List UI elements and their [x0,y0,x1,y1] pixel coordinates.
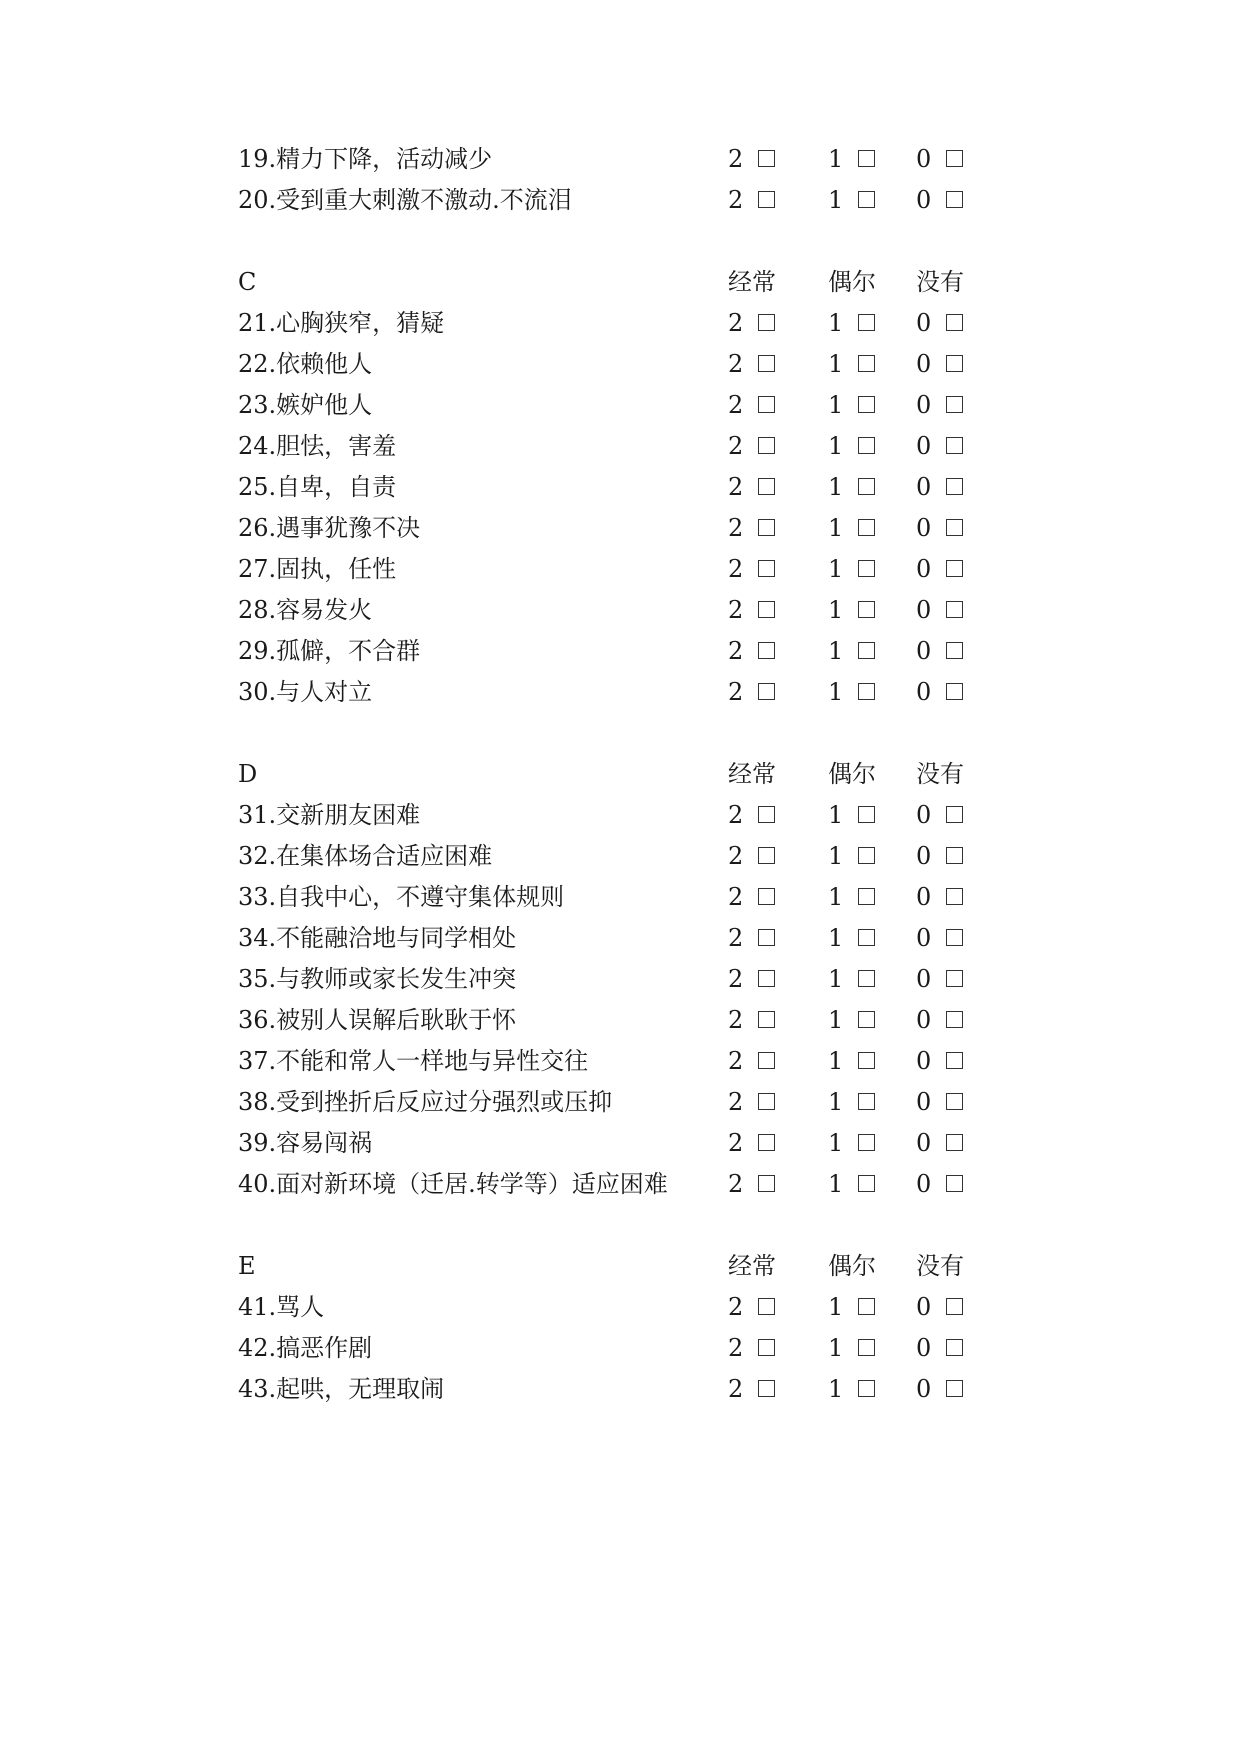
option-score: 2 [728,309,744,337]
question-text: 24.胆怯，害羞 [238,432,397,460]
answer-option[interactable] [828,470,875,504]
answer-option[interactable] [916,1003,963,1037]
option-score: 1 [828,1006,844,1034]
checkbox-icon[interactable] [946,1134,963,1151]
answer-option[interactable] [728,511,775,545]
question-row [0,552,1241,586]
checkbox-icon[interactable] [858,1093,875,1110]
question-row [0,388,1241,422]
option-score: 0 [916,186,932,214]
option-score: 2 [728,1334,744,1362]
option-score: 1 [828,637,844,665]
checkbox-icon[interactable] [946,683,963,700]
question-row [0,880,1241,914]
column-header: 经常 [728,760,776,788]
question-text: 31.交新朋友困难 [238,801,421,829]
answer-option[interactable] [916,552,963,586]
question-row [0,470,1241,504]
answer-option[interactable] [916,1167,963,1201]
option-score: 2 [728,514,744,542]
option-score: 0 [916,391,932,419]
answer-option[interactable] [728,183,775,217]
answer-option[interactable] [916,347,963,381]
checkbox-icon[interactable] [858,1175,875,1192]
answer-option[interactable] [916,1331,963,1365]
answer-option[interactable] [728,798,775,832]
option-score: 1 [828,883,844,911]
answer-option[interactable] [828,388,875,422]
question-row [0,839,1241,873]
answer-option[interactable] [728,593,775,627]
checkbox-icon[interactable] [946,437,963,454]
question-text: 19.精力下降，活动减少 [238,145,493,173]
option-score: 2 [728,965,744,993]
option-score: 1 [828,1375,844,1403]
option-score: 2 [728,186,744,214]
answer-option[interactable] [728,675,775,709]
question-row [0,1085,1241,1119]
question-row [0,962,1241,996]
checkbox-icon[interactable] [946,560,963,577]
answer-option[interactable] [828,839,875,873]
checkbox-icon[interactable] [758,642,775,659]
option-score: 0 [916,965,932,993]
option-score: 0 [916,1047,932,1075]
answer-option[interactable] [828,798,875,832]
checkbox-icon[interactable] [858,847,875,864]
checkbox-icon[interactable] [758,847,775,864]
checkbox-icon[interactable] [946,1298,963,1315]
checkbox-icon[interactable] [858,396,875,413]
checkbox-icon[interactable] [758,1380,775,1397]
checkbox-icon[interactable] [858,1052,875,1069]
checkbox-icon[interactable] [946,314,963,331]
question-row [0,1331,1241,1365]
question-text: 39.容易闯祸 [238,1129,373,1157]
answer-option[interactable] [828,1126,875,1160]
question-text: 23.嫉妒他人 [238,391,373,419]
option-score: 1 [828,678,844,706]
question-text: 41.骂人 [238,1293,325,1321]
question-text: 38.受到挫折后反应过分强烈或压抑 [238,1088,613,1116]
answer-option[interactable] [828,1372,875,1406]
question-row [0,429,1241,463]
answer-option[interactable] [728,962,775,996]
answer-option[interactable] [728,1003,775,1037]
question-text: 28.容易发火 [238,596,373,624]
option-score: 1 [828,801,844,829]
question-row [0,675,1241,709]
option-score: 1 [828,514,844,542]
option-score: 2 [728,391,744,419]
option-score: 2 [728,555,744,583]
option-score: 2 [728,350,744,378]
option-score: 0 [916,1129,932,1157]
answer-option[interactable] [728,142,775,176]
column-header: 经常 [728,268,776,296]
question-text: 42.搞恶作剧 [238,1334,373,1362]
answer-option[interactable] [728,880,775,914]
option-score: 0 [916,1293,932,1321]
checkbox-icon[interactable] [858,314,875,331]
answer-option[interactable] [916,634,963,668]
checkbox-icon[interactable] [758,355,775,372]
option-score: 2 [728,596,744,624]
checkbox-icon[interactable] [858,642,875,659]
question-row [0,1003,1241,1037]
answer-option[interactable] [828,552,875,586]
option-score: 2 [728,842,744,870]
checkbox-icon[interactable] [758,806,775,823]
question-text: 22.依赖他人 [238,350,373,378]
answer-option[interactable] [828,347,875,381]
answer-option[interactable] [728,1126,775,1160]
checkbox-icon[interactable] [946,396,963,413]
question-row [0,1372,1241,1406]
option-score: 1 [828,555,844,583]
option-score: 2 [728,883,744,911]
answer-option[interactable] [728,921,775,955]
answer-option[interactable] [728,1290,775,1324]
checkbox-icon[interactable] [946,519,963,536]
option-score: 0 [916,678,932,706]
answer-option[interactable] [828,183,875,217]
answer-option[interactable] [828,1167,875,1201]
answer-option[interactable] [916,470,963,504]
option-score: 1 [828,473,844,501]
option-score: 1 [828,309,844,337]
option-score: 2 [728,1293,744,1321]
answer-option[interactable] [916,880,963,914]
column-header: 偶尔 [828,1252,876,1280]
answer-option[interactable] [728,634,775,668]
checkbox-icon[interactable] [946,1052,963,1069]
option-score: 1 [828,1047,844,1075]
answer-option[interactable] [828,429,875,463]
answer-option[interactable] [828,306,875,340]
question-text: 33.自我中心，不遵守集体规则 [238,883,565,911]
answer-option[interactable] [916,429,963,463]
answer-option[interactable] [728,1331,775,1365]
answer-option[interactable] [828,962,875,996]
option-score: 2 [728,1047,744,1075]
checkbox-icon[interactable] [858,1134,875,1151]
option-score: 2 [728,1088,744,1116]
checkbox-icon[interactable] [946,478,963,495]
option-score: 1 [828,350,844,378]
answer-option[interactable] [728,306,775,340]
answer-option[interactable] [916,1290,963,1324]
question-text: 25.自卑，自责 [238,473,397,501]
question-row [0,1290,1241,1324]
checkbox-icon[interactable] [758,519,775,536]
column-header: 没有 [916,268,964,296]
checkbox-icon[interactable] [946,888,963,905]
option-score: 0 [916,555,932,583]
question-row [0,798,1241,832]
answer-option[interactable] [728,552,775,586]
checkbox-icon[interactable] [758,888,775,905]
option-score: 0 [916,309,932,337]
option-score: 1 [828,842,844,870]
checkbox-icon[interactable] [858,683,875,700]
answer-option[interactable] [916,675,963,709]
option-score: 0 [916,1334,932,1362]
option-score: 0 [916,637,932,665]
question-text: 29.孤僻，不合群 [238,637,421,665]
question-row [0,347,1241,381]
option-score: 1 [828,145,844,173]
answer-option[interactable] [828,142,875,176]
checkbox-icon[interactable] [858,478,875,495]
option-score: 2 [728,1129,744,1157]
option-score: 2 [728,678,744,706]
column-header: 偶尔 [828,760,876,788]
question-text: 26.遇事犹豫不决 [238,514,421,542]
answer-option[interactable] [728,1167,775,1201]
answer-option[interactable] [916,1372,963,1406]
question-row [0,142,1241,176]
checkbox-icon[interactable] [946,929,963,946]
checkbox-icon[interactable] [758,683,775,700]
checkbox-icon[interactable] [946,1093,963,1110]
answer-option[interactable] [828,880,875,914]
answer-option[interactable] [916,1126,963,1160]
checkbox-icon[interactable] [946,1175,963,1192]
answer-option[interactable] [728,347,775,381]
answer-option[interactable] [828,1331,875,1365]
question-text: 36.被别人误解后耿耿于怀 [238,1006,517,1034]
question-text: 35.与教师或家长发生冲突 [238,965,517,993]
checkbox-icon[interactable] [858,929,875,946]
checkbox-icon[interactable] [858,1380,875,1397]
question-text: 21.心胸狭窄，猜疑 [238,309,445,337]
column-header: 偶尔 [828,268,876,296]
question-row [0,593,1241,627]
option-score: 1 [828,391,844,419]
checkbox-icon[interactable] [758,1134,775,1151]
option-score: 0 [916,596,932,624]
checkbox-icon[interactable] [858,970,875,987]
checkbox-icon[interactable] [758,1175,775,1192]
section-letter: C [238,268,257,296]
option-score: 0 [916,842,932,870]
checkbox-icon[interactable] [758,396,775,413]
checkbox-icon[interactable] [758,929,775,946]
checkbox-icon[interactable] [858,150,875,167]
section-header-row [0,1249,1241,1283]
answer-option[interactable] [916,1044,963,1078]
answer-option[interactable] [828,675,875,709]
answer-option[interactable] [828,593,875,627]
option-score: 1 [828,924,844,952]
answer-option[interactable] [728,388,775,422]
checkbox-icon[interactable] [858,601,875,618]
checkbox-icon[interactable] [758,1093,775,1110]
checkbox-icon[interactable] [858,560,875,577]
option-score: 0 [916,1375,932,1403]
option-score: 0 [916,432,932,460]
checkbox-icon[interactable] [758,1339,775,1356]
checkbox-icon[interactable] [758,601,775,618]
checkbox-icon[interactable] [758,478,775,495]
question-row [0,921,1241,955]
option-score: 0 [916,1088,932,1116]
option-score: 2 [728,145,744,173]
checkbox-icon[interactable] [946,970,963,987]
answer-option[interactable] [916,1085,963,1119]
answer-option[interactable] [728,1372,775,1406]
checkbox-icon[interactable] [758,191,775,208]
question-row [0,634,1241,668]
question-row [0,1167,1241,1201]
checkbox-icon[interactable] [946,355,963,372]
option-score: 0 [916,801,932,829]
checkbox-icon[interactable] [758,1011,775,1028]
question-text: 43.起哄，无理取闹 [238,1375,445,1403]
question-text: 20.受到重大刺激不激动.不流泪 [238,186,572,214]
option-score: 1 [828,1170,844,1198]
answer-option[interactable] [728,429,775,463]
question-row [0,1044,1241,1078]
checkbox-icon[interactable] [858,1339,875,1356]
checkbox-icon[interactable] [946,1380,963,1397]
column-header: 没有 [916,760,964,788]
option-score: 0 [916,145,932,173]
checkbox-icon[interactable] [758,314,775,331]
question-text: 30.与人对立 [238,678,373,706]
checkbox-icon[interactable] [858,1011,875,1028]
question-text: 32.在集体场合适应困难 [238,842,493,870]
checkbox-icon[interactable] [758,150,775,167]
section-letter: D [238,760,258,788]
checkbox-icon[interactable] [946,601,963,618]
option-score: 1 [828,596,844,624]
question-text: 37.不能和常人一样地与异性交往 [238,1047,589,1075]
checkbox-icon[interactable] [858,1298,875,1315]
section-header-row [0,265,1241,299]
option-score: 1 [828,1129,844,1157]
option-score: 0 [916,883,932,911]
answer-option[interactable] [828,1290,875,1324]
question-row [0,183,1241,217]
checkbox-icon[interactable] [858,437,875,454]
checkbox-icon[interactable] [758,1298,775,1315]
option-score: 1 [828,186,844,214]
checkbox-icon[interactable] [946,150,963,167]
checkbox-icon[interactable] [946,191,963,208]
option-score: 1 [828,432,844,460]
option-score: 0 [916,924,932,952]
answer-option[interactable] [916,142,963,176]
checkbox-icon[interactable] [946,1339,963,1356]
answer-option[interactable] [916,921,963,955]
question-text: 40.面对新环境（迁居.转学等）适应困难 [238,1170,668,1198]
column-header: 经常 [728,1252,776,1280]
section-header-row [0,757,1241,791]
option-score: 0 [916,350,932,378]
answer-option[interactable] [728,839,775,873]
answer-option[interactable] [828,511,875,545]
option-score: 2 [728,637,744,665]
section-letter: E [238,1252,256,1280]
answer-option[interactable] [916,839,963,873]
question-text: 27.固执，任性 [238,555,397,583]
option-score: 1 [828,965,844,993]
answer-option[interactable] [916,593,963,627]
checkbox-icon[interactable] [858,355,875,372]
answer-option[interactable] [828,634,875,668]
question-text: 34.不能融洽地与同学相处 [238,924,517,952]
option-score: 2 [728,924,744,952]
option-score: 0 [916,473,932,501]
answer-option[interactable] [728,1044,775,1078]
question-row [0,511,1241,545]
answer-option[interactable] [728,470,775,504]
answer-option[interactable] [828,1003,875,1037]
checkbox-icon[interactable] [946,847,963,864]
checkbox-icon[interactable] [858,888,875,905]
option-score: 1 [828,1334,844,1362]
answer-option[interactable] [916,388,963,422]
option-score: 2 [728,801,744,829]
answer-option[interactable] [828,1085,875,1119]
option-score: 2 [728,473,744,501]
option-score: 2 [728,1375,744,1403]
answer-option[interactable] [828,1044,875,1078]
checkbox-icon[interactable] [758,1052,775,1069]
checkbox-icon[interactable] [758,437,775,454]
answer-option[interactable] [916,183,963,217]
answer-option[interactable] [916,798,963,832]
option-score: 1 [828,1088,844,1116]
option-score: 0 [916,1006,932,1034]
option-score: 2 [728,1170,744,1198]
option-score: 2 [728,432,744,460]
answer-option[interactable] [916,962,963,996]
answer-option[interactable] [916,511,963,545]
checkbox-icon[interactable] [946,806,963,823]
checkbox-icon[interactable] [758,560,775,577]
checkbox-icon[interactable] [858,519,875,536]
checkbox-icon[interactable] [858,191,875,208]
column-header: 没有 [916,1252,964,1280]
answer-option[interactable] [916,306,963,340]
option-score: 2 [728,1006,744,1034]
answer-option[interactable] [828,921,875,955]
checkbox-icon[interactable] [946,1011,963,1028]
checkbox-icon[interactable] [858,806,875,823]
option-score: 0 [916,1170,932,1198]
question-row [0,1126,1241,1160]
checkbox-icon[interactable] [758,970,775,987]
option-score: 1 [828,1293,844,1321]
question-row [0,306,1241,340]
option-score: 0 [916,514,932,542]
checkbox-icon[interactable] [946,642,963,659]
answer-option[interactable] [728,1085,775,1119]
